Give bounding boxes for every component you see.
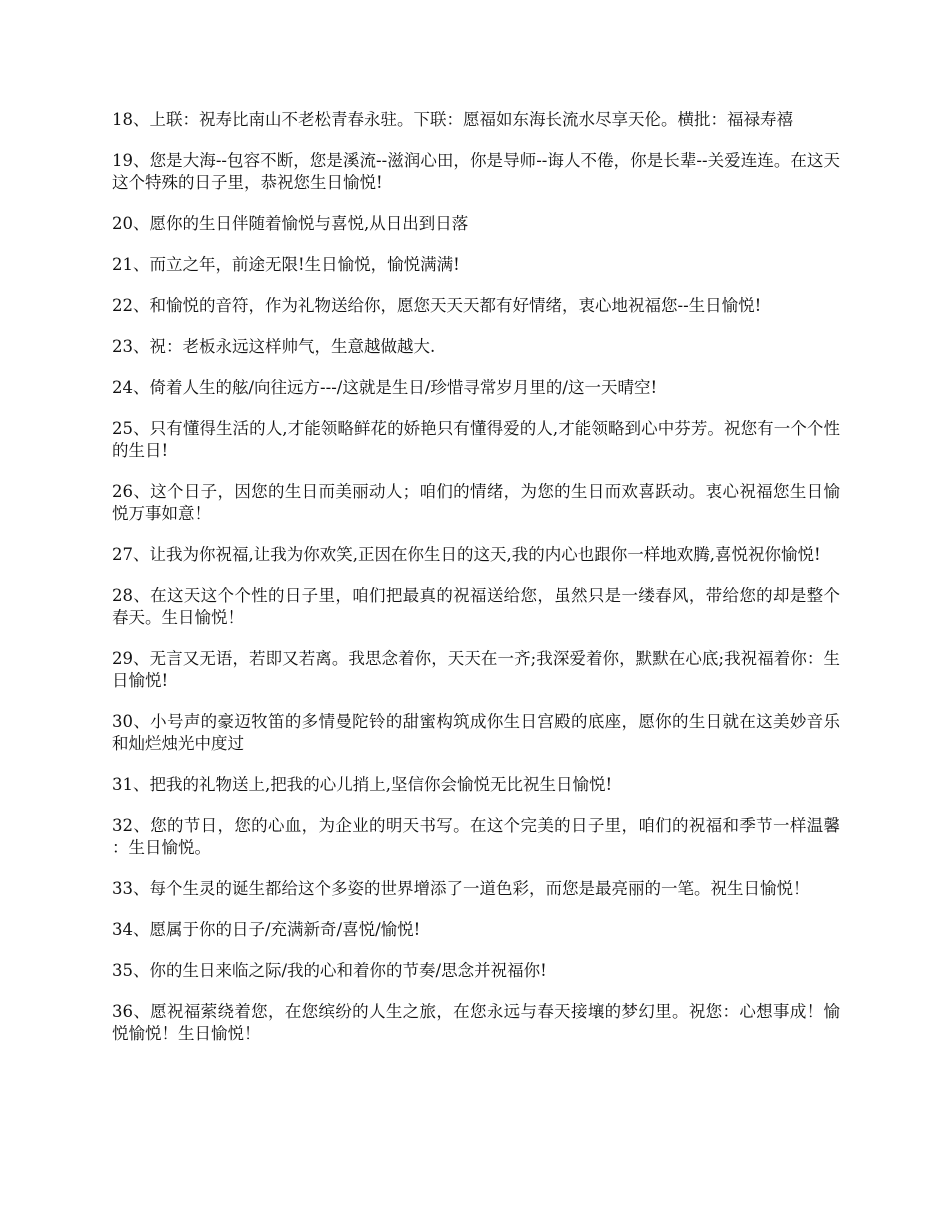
paragraph-27: 27、让我为你祝福,让我为你欢笑,正因在你生日的这天,我的内心也跟你一样地欢腾,喜悦祝你愉悦! [112, 545, 821, 564]
paragraph-34: 34、愿属于你的日子/充满新奇/喜悦/愉悦! [112, 920, 421, 939]
paragraph-25: 25、只有懂得生活的人,才能领略鲜花的娇艳只有懂得爱的人,才能领略到心中芬芳。祝您有一个个性的生日! [112, 419, 840, 460]
paragraph-35: 35、你的生日来临之际/我的心和着你的节奏/思念并祝福你! [112, 961, 547, 980]
paragraph-31: 31、把我的礼物送上,把我的心儿捎上,坚信你会愉悦无比祝生日愉悦! [112, 775, 613, 794]
paragraph-20: 20、愿你的生日伴随着愉悦与喜悦,从日出到日落 [112, 214, 469, 233]
paragraph-36: 36、愿祝福萦绕着您，在您缤纷的人生之旅，在您永远与春天接壤的梦幻里。祝您：心想事成！愉悦愉悦！生日愉悦！ [112, 1002, 840, 1043]
paragraph-18: 18、上联：祝寿比南山不老松青春永驻。下联：愿福如东海长流水尽享天伦。横批：福禄寿禧 [112, 110, 793, 129]
paragraph-24: 24、倚着人生的舷/向往远方---/这就是生日/珍惜寻常岁月里的/这一天晴空! [112, 378, 658, 397]
paragraph-22: 22、和愉悦的音符，作为礼物送给你，愿您天天天都有好情绪，衷心地祝福您--生日愉悦! [112, 296, 762, 315]
paragraph-23: 23、祝：老板永远这样帅气，生意越做越大. [112, 337, 436, 356]
paragraph-19: 19、您是大海--包容不断，您是溪流--滋润心田，你是导师--诲人不倦，你是长辈--关爱连连。在这天这个特殊的日子里，恭祝您生日愉悦! [112, 151, 840, 192]
paragraph-32: 32、您的节日，您的心血，为企业的明天书写。在这个完美的日子里，咱们的祝福和季节一样温馨：生日愉悦。 [112, 816, 840, 857]
paragraph-21: 21、而立之年，前途无限!生日愉悦，愉悦满满! [112, 255, 460, 274]
document-body [112, 109, 840, 1064]
paragraph-26: 26、这个日子，因您的生日而美丽动人；咱们的情绪，为您的生日而欢喜跃动。衷心祝福您生日愉悦万事如意！ [112, 482, 840, 523]
paragraph-28: 28、在这天这个个性的日子里，咱们把最真的祝福送给您，虽然只是一缕春风，带给您的却是整个春天。生日愉悦！ [112, 586, 840, 627]
paragraph-30: 30、小号声的豪迈牧笛的多情曼陀铃的甜蜜构筑成你生日宫殿的底座，愿你的生日就在这美妙音乐和灿烂烛光中度过 [112, 712, 840, 753]
paragraph-29: 29、无言又无语，若即又若离。我思念着你，天天在一齐;我深爱着你，默默在心底;我祝福着你：生日愉悦! [112, 649, 840, 690]
paragraph-33: 33、每个生灵的诞生都给这个多姿的世界增添了一道色彩，而您是最亮丽的一笔。祝生日愉悦！ [112, 879, 810, 898]
